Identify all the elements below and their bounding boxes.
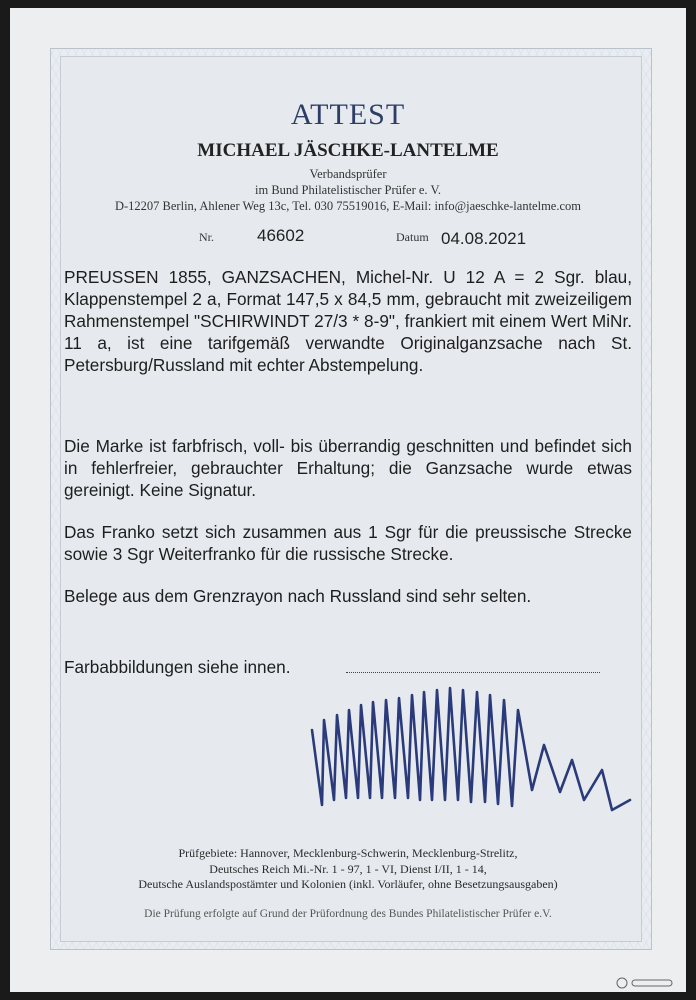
images-note: Farbabbildungen siehe innen. [64,657,291,677]
logo-icon [616,977,676,989]
footer-line-3: Deutsche Auslandspostämter und Kolonien (inkl. Vorläufer, ohne Besetzungsausgaben) [138,877,558,891]
examiner-name: MICHAEL JÄSCHKE-LANTELME [197,140,499,161]
footer-line-2: Deutsches Reich Mi.-Nr. 1 - 97, 1 - VI, Dienst I/II, 1 - 14, [209,862,487,876]
footer-line-1: Prüfgebiete: Hannover, Mecklenburg-Schwerin, Mecklenburg-Strelitz, [178,846,518,860]
nr-label: Nr. [199,230,214,244]
rarity-paragraph: Belege aus dem Grenzrayon nach Russland sind sehr selten. [64,586,532,606]
postage-paragraph: Das Franko setzt sich zusammen aus 1 Sgr für die preussische Strecke sowie 3 Sgr Weiterfranko für die russische Strecke. [64,522,632,564]
examiner-address: D-12207 Berlin, Ahlener Weg 13c, Tel. 030 75519016, E-Mail: info@jaeschke-lantelme.com [114,199,581,213]
certificate-title: ATTEST [290,98,406,131]
certificate-date: 04.08.2021 [441,229,527,248]
examiner-role: Verbandsprüfer [309,167,387,181]
footer-note: Die Prüfung erfolgte auf Grund der Prüfordnung des Bundes Philatelistischer Prüfer e.V. [144,908,552,920]
condition-paragraph: Die Marke ist farbfrisch, voll- bis überrandig geschnitten und befindet sich in fehlerfreier, gebrauchter Erhaltung; die Ganzsache wurde etwas gereinigt. Keine Signatur. [64,436,632,500]
certificate-number: 46602 [257,226,305,245]
association-name: im Bund Philatelistischer Prüfer e. V. [255,183,441,197]
description-paragraph: PREUSSEN 1855, GANZSACHEN, Michel-Nr. U 12 A = 2 Sgr. blau, Klappenstempel 2 a, Format 147,5 x 84,5 mm, gebraucht mit zweizeiligem Rahmenstempel "SCHIRWINDT 27/3 * 8-9", frankiert mit einem Wert MiNr. 11 a, ist eine tarifgemäß verwandte Originalganzsache nach St. Petersburg/Russland mit echter Abstempelung. [64,267,632,375]
dotted-line [346,672,600,673]
date-label: Datum [396,230,429,244]
signature-image [282,680,642,830]
